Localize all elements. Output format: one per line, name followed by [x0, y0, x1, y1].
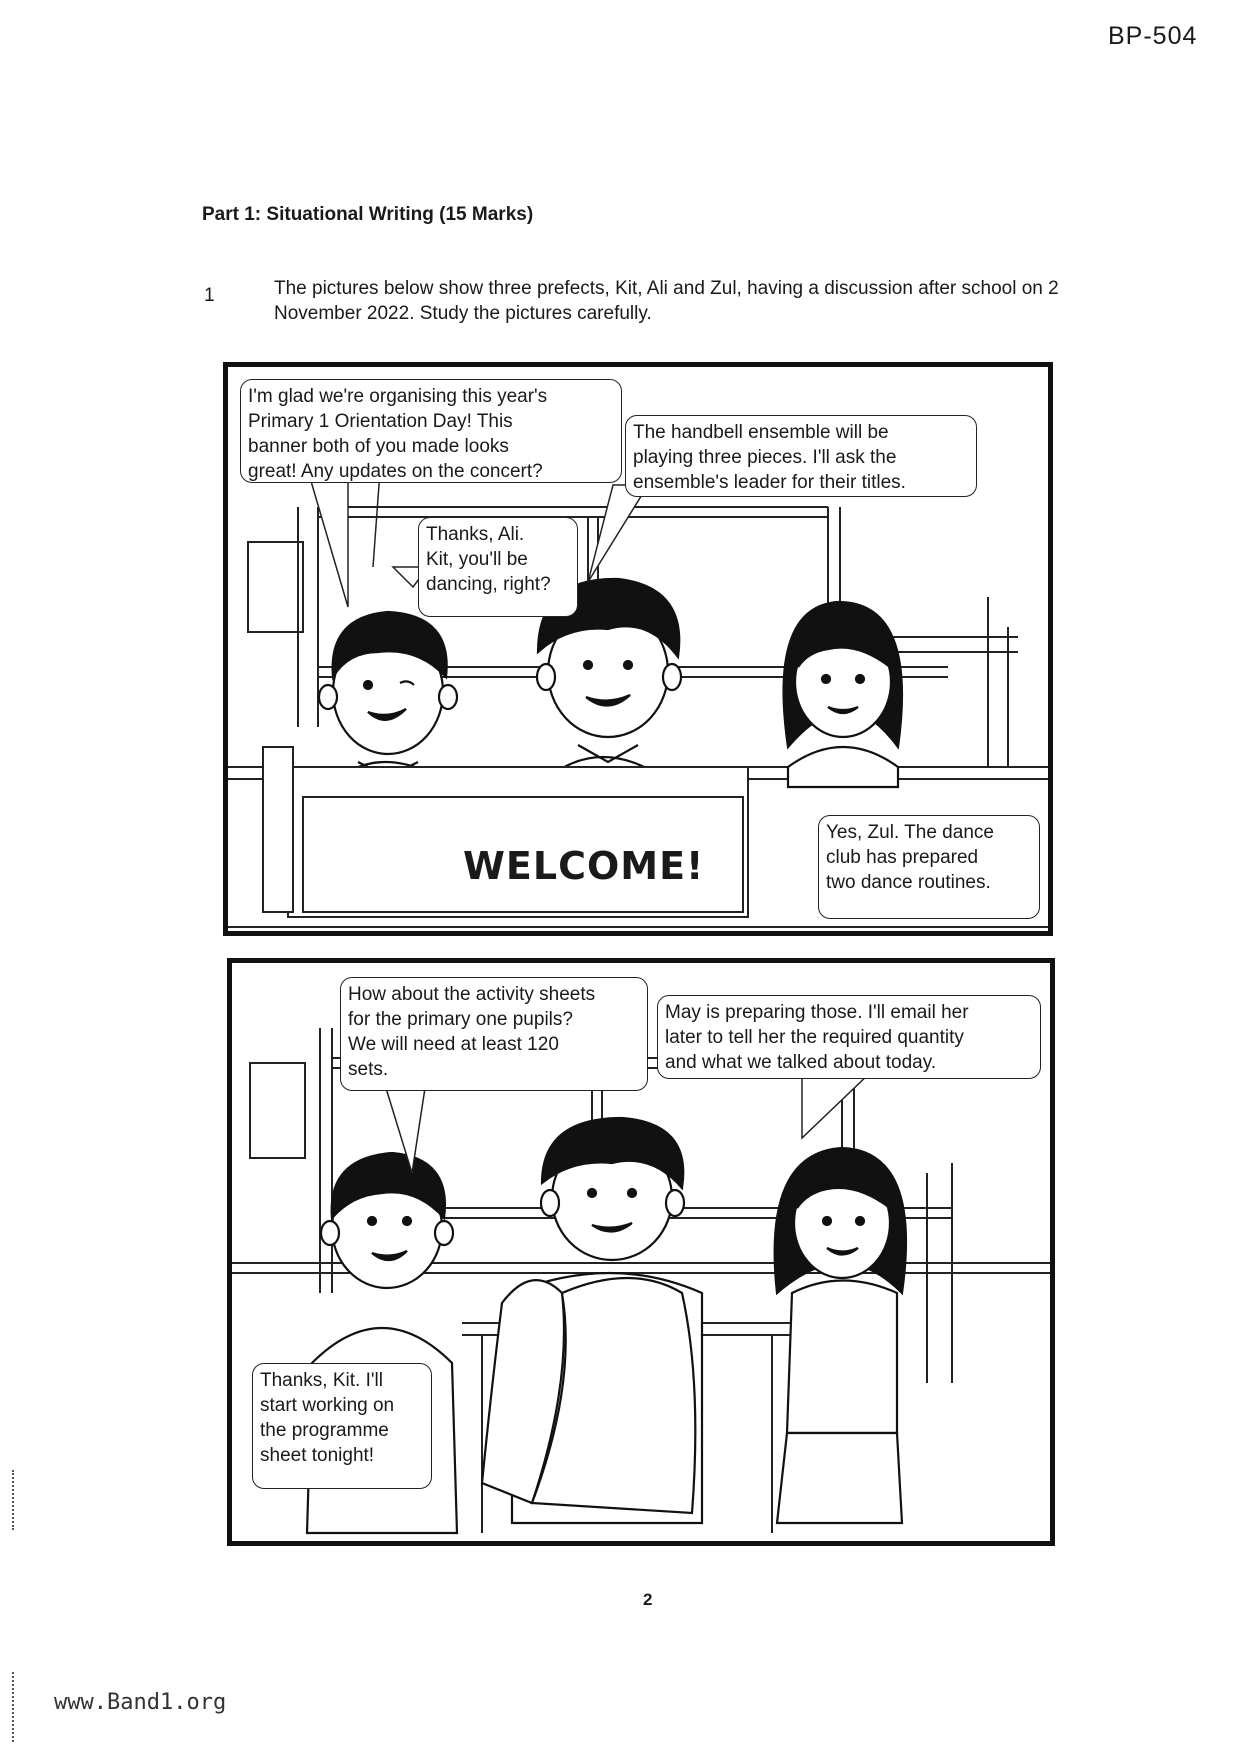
banner-text: WELCOME! [463, 844, 705, 888]
kit-figure [784, 602, 902, 787]
comic-panel-1 [223, 362, 1053, 936]
section-heading: Part 1: Situational Writing (15 Marks) [202, 204, 534, 225]
zul-figure-p2 [482, 1118, 702, 1523]
wall-frame [248, 542, 303, 632]
question-text: The pictures below show three prefects, Kit, Ali and Zul, having a discussion after school on 2 November 2022. Study the pictures carefully. [274, 278, 1059, 324]
comic-panel-2 [227, 958, 1055, 1546]
page-number: 2 [643, 1590, 653, 1609]
question-number: 1 [204, 285, 215, 306]
website-url: www.Band1.org [54, 1690, 227, 1715]
speech-bubble-zul-p1: The handbell ensemble will be playing three pieces. I'll ask the ensemble's leader for their titles. [625, 415, 977, 497]
speech-bubble-kit-p1: Yes, Zul. The dance club has prepared two dance routines. [818, 815, 1040, 919]
welcome-banner [263, 747, 748, 917]
speech-bubble-ali-p2: How about the activity sheets for the primary one pupils? We will need at least 120 sets. [340, 977, 648, 1091]
scan-edge-mark [12, 1470, 17, 1530]
speech-bubble-ali-p2-bottom: Thanks, Kit. I'll start working on the programme sheet tonight! [252, 1363, 432, 1489]
paper-code: BP-504 [1108, 22, 1198, 50]
scan-edge-mark [12, 1672, 17, 1742]
speech-bubble-zul-p1-left: Thanks, Ali. Kit, you'll be dancing, right? [418, 517, 578, 617]
kit-figure-p2 [775, 1148, 906, 1523]
speech-bubble-ali-p1: I'm glad we're organising this year's Primary 1 Orientation Day! This banner both of you made looks great! Any updates on the concert? [240, 379, 622, 483]
speech-bubble-kit-p2: May is preparing those. I'll email her later to tell her the required quantity and what we talked about today. [657, 995, 1041, 1079]
